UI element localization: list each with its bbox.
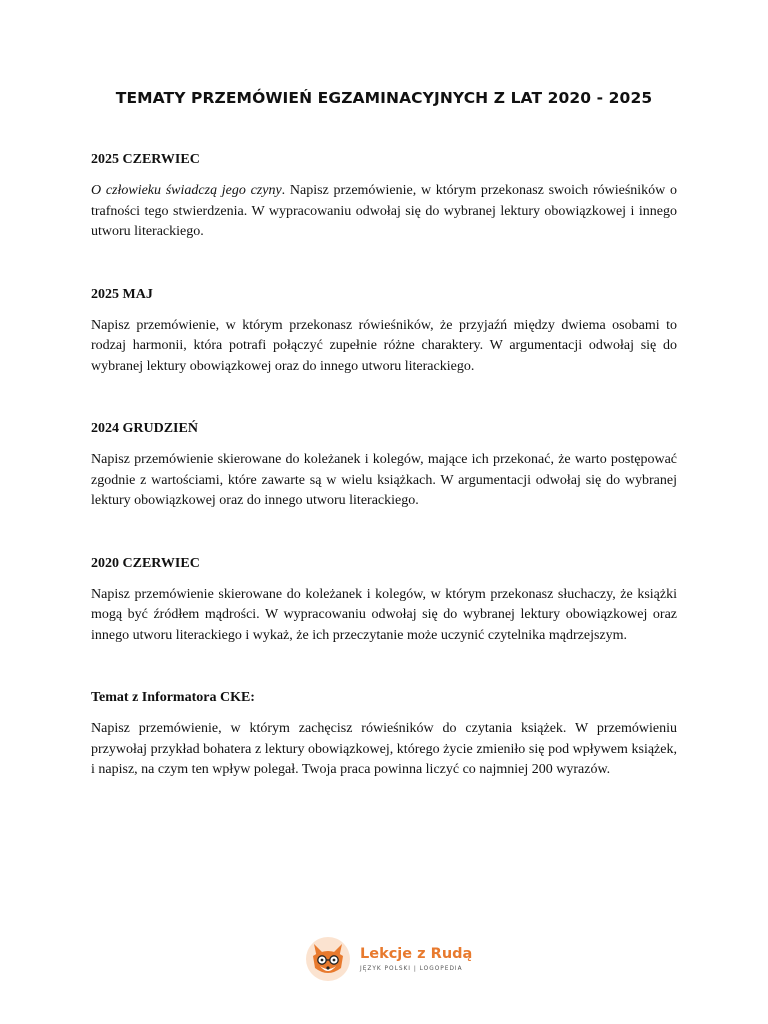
- brand: [360, 946, 472, 972]
- section-heading: 2025 CZERWIEC: [91, 152, 200, 167]
- section-text: [91, 181, 677, 243]
- fox-icon: [305, 936, 351, 982]
- footer-logo: [305, 936, 472, 982]
- section-text: Napisz przemówienie skierowane do koleżanek i kolegów, mające ich przekonać, że warto postępować zgodnie z wartościami, które zawarte są w wielu książkach. W argumentacji odwołaj się do wybranej lektury obowiązkowej oraz do innego utworu literackiego.: [91, 452, 677, 508]
- page-title: TEMATY PRZEMÓWIEŃ EGZAMINACYJNYCH Z LAT 2020 - 2025: [115, 89, 653, 107]
- section-text-body: . Napisz przemówienie, w którym przekonasz swoich rówieśników o trafności tego stwierdzenia. W wypracowaniu odwołaj się do wybranej lektury obowiązkowej i innego utworu literackiego.: [91, 183, 677, 239]
- brand-name: Lekcje z Rudą: [360, 946, 473, 962]
- document-content: [91, 152, 677, 781]
- section-2024-grudzien: [91, 421, 677, 512]
- section-text: Napisz przemówienie, w którym zachęcisz rówieśników do czytania książek. W przemówieniu przywołaj przykład bohatera z lektury obowiązkowej, którego życie zmieniło się pod wpływem książek, i napisz, na czym ten wpływ polegał. Twoja praca powinna liczyć co najmniej 200 wyrazów.: [91, 721, 677, 777]
- quote-italic: O człowieku świadczą jego czyny: [91, 183, 282, 198]
- section-text: Napisz przemówienie, w którym przekonasz rówieśników, że przyjaźń między dwiema osobami to rodzaj harmonii, która potrafi połączyć zupełnie różne charaktery. W argumentacji odwołaj się do wybranej lektury obowiązkowej oraz do innego utworu literackiego.: [91, 317, 677, 374]
- section-informator-cke: [91, 690, 677, 781]
- section-2025-czerwiec: [91, 152, 677, 243]
- section-heading: 2025 MAJ: [91, 286, 153, 302]
- section-heading: 2024 GRUDZIEŃ: [91, 421, 198, 436]
- section-heading: 2020 CZERWIEC: [91, 555, 200, 571]
- section-heading: Temat z Informatora CKE:: [91, 690, 255, 705]
- section-2025-maj: [91, 287, 677, 378]
- section-text: Napisz przemówienie skierowane do koleżanek i kolegów, w którym przekonasz słuchaczy, że książki mogą być źródłem mądrości. W wypracowaniu odwołaj się do wybranej lektury obowiązkowej oraz innego utworu literackiego i wykaż, że ich przeczytanie może uczynić czytelnika mądrzejszym.: [91, 586, 677, 643]
- section-2020-czerwiec: [91, 556, 677, 647]
- brand-subtitle: JĘZYK POLSKI | LOGOPEDIA: [360, 966, 463, 972]
